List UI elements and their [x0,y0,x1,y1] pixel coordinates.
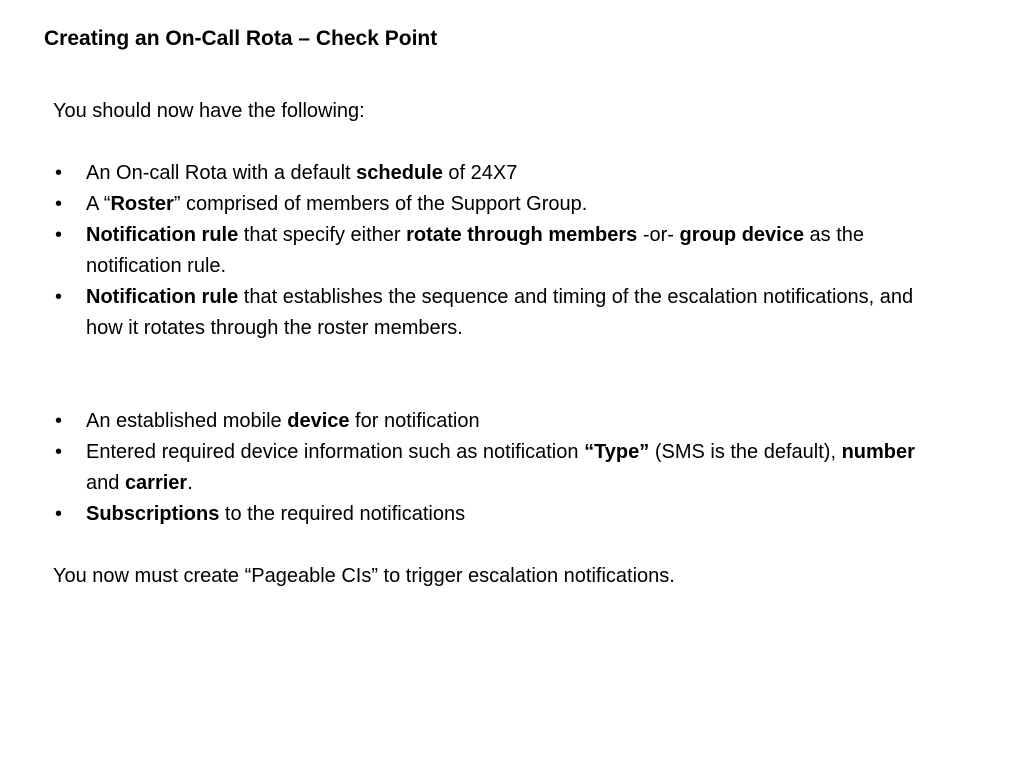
bullet-text: A “ [86,193,111,215]
bullet-notification-rule-sequence [53,282,953,344]
bullet-text: ” comprised of members of the Support Group. [173,193,588,215]
bullet-text: and [86,472,125,494]
bullet-roster [53,189,953,220]
bullet-emphasis: schedule [356,162,443,184]
bullet-emphasis: number [841,441,915,463]
bullet-device-info [53,437,953,499]
bullet-text: to the required notifications [219,503,466,525]
bullet-icon: • [55,441,63,463]
bullet-text: for notification [349,410,480,432]
bullet-text: that specify either [238,224,407,246]
bullet-device [53,406,953,437]
slide-body [53,96,953,592]
bullet-emphasis: “Type” [584,441,650,463]
bullet-emphasis: rotate through members [406,224,638,246]
bullet-text: as the notification rule. [86,224,865,277]
bullet-icon: • [55,162,63,184]
slide-title: Creating an On-Call Rota – Check Point [44,27,438,50]
bullet-notification-rule-type [53,220,953,282]
bullet-emphasis: device [287,410,350,432]
checklist-device [53,406,953,530]
bullet-text: -or- [637,224,680,246]
bullet-icon: • [55,224,63,246]
bullet-text: An On-call Rota with a default [86,162,357,184]
bullet-text: (SMS is the default), [649,441,842,463]
closing-text: You now must create “Pageable CIs” to trigger escalation notifications. [53,565,675,587]
bullet-text: of 24X7 [442,162,518,184]
bullet-emphasis: carrier [124,472,188,494]
bullet-emphasis: Notification rule [86,224,239,246]
bullet-icon: • [55,286,63,308]
bullet-text: . [187,472,193,494]
bullet-icon: • [55,410,63,432]
bullet-text: Entered required device information such as notification [86,441,585,463]
bullet-icon: • [55,193,63,215]
bullet-subscriptions [53,499,953,530]
bullet-icon: • [55,503,63,525]
bullet-emphasis: Roster [110,193,174,215]
bullet-text: that establishes the sequence and timing of the escalation notifications, and how it rotates through the roster members. [86,286,914,339]
checklist-rota [53,158,953,344]
bullet-text: An established mobile [86,410,288,432]
bullet-emphasis: group device [679,224,804,246]
bullet-emphasis: Notification rule [86,286,239,308]
bullet-schedule [53,158,953,189]
intro-text: You should now have the following: [53,100,365,122]
bullet-emphasis: Subscriptions [86,503,220,525]
